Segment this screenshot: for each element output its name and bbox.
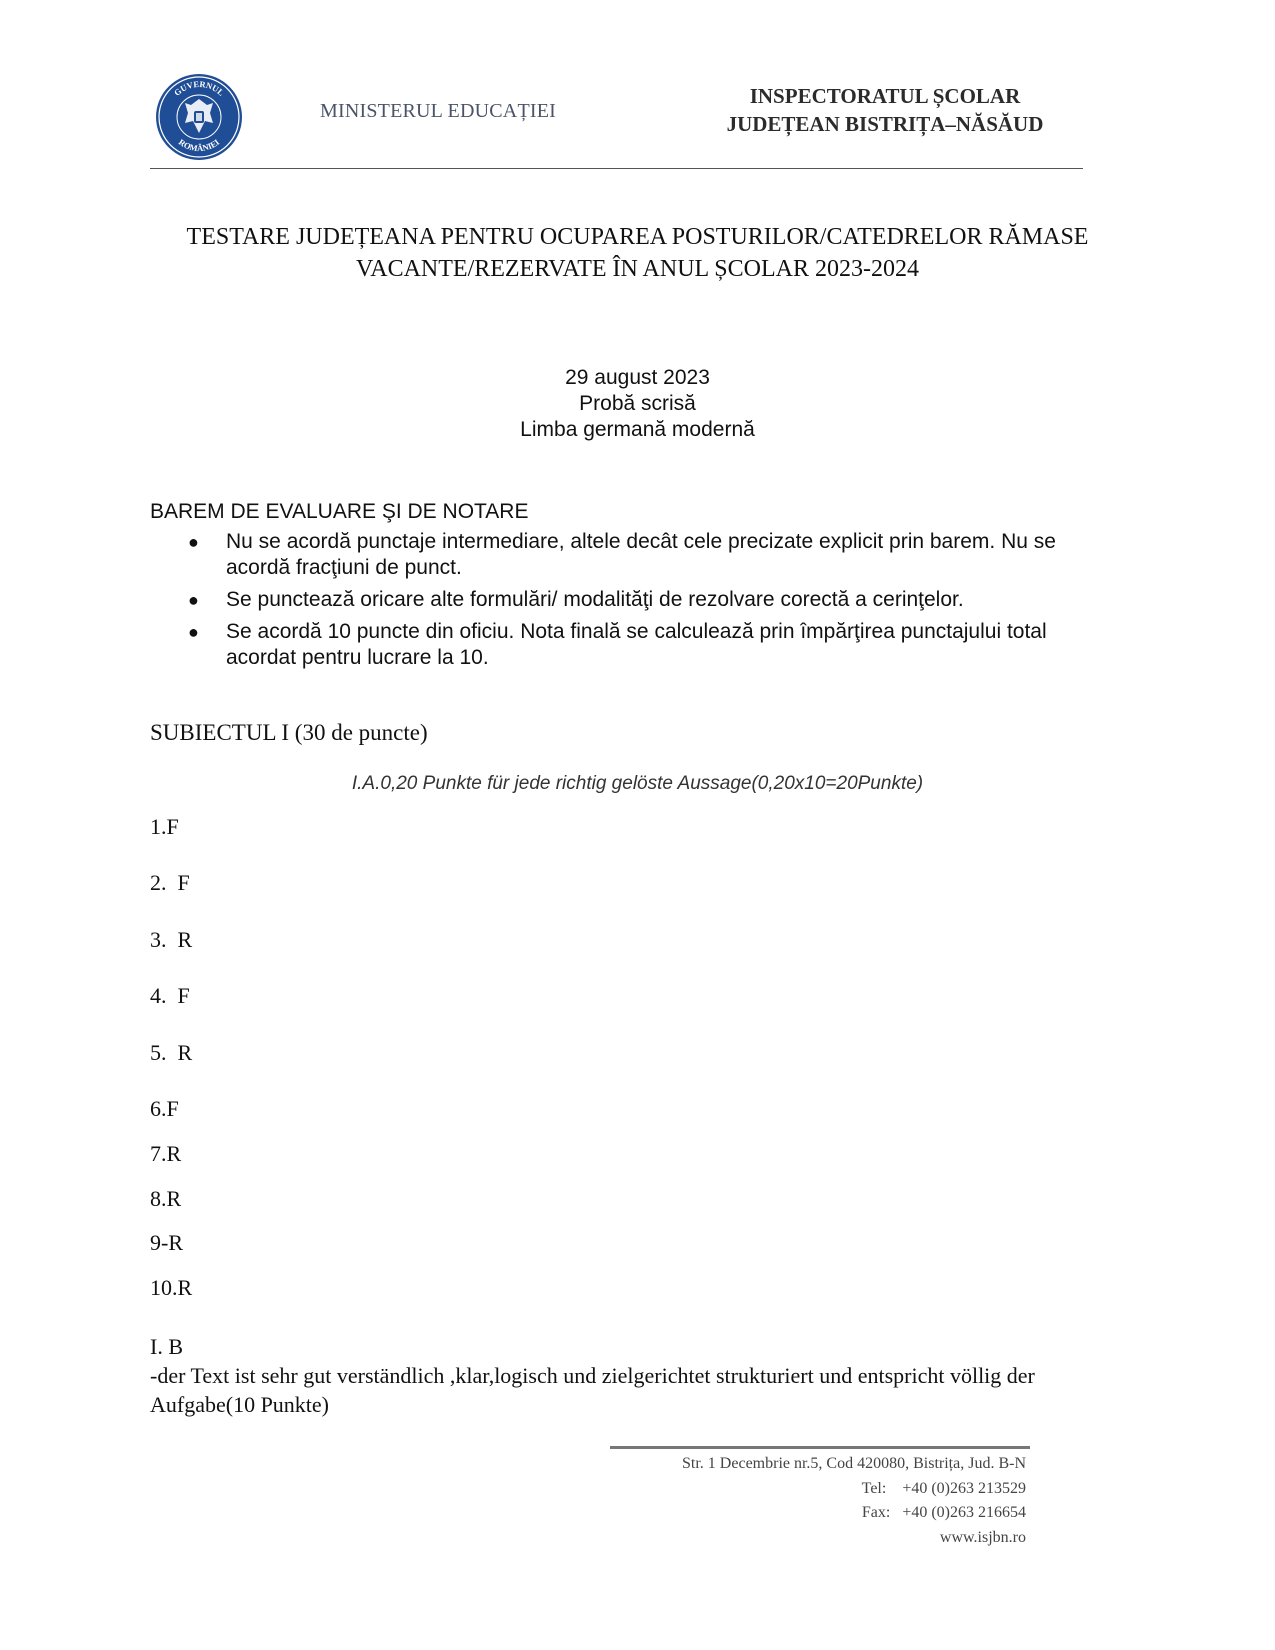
bullet-icon: ● xyxy=(188,532,199,552)
answer-item: 5. R xyxy=(150,1040,193,1065)
header-divider xyxy=(150,168,1083,169)
exam-subject: Limba germană modernă xyxy=(520,418,755,441)
logo-text-top: GUVERNUL xyxy=(171,78,227,98)
document-title-line-1: TESTARE JUDEȚEANA PENTRU OCUPAREA POSTURILOR/CATEDRELOR RĂMASE xyxy=(186,224,1089,250)
section-ib-text: -der Text ist sehr gut verständlich ,klar,logisch und zielgerichtet strukturiert und entspricht völlig der Aufgabe(10 Punkte) xyxy=(150,1363,1035,1417)
bullet-icon: ● xyxy=(188,622,199,642)
answer-item: 7.R xyxy=(150,1141,182,1166)
footer-fax: Fax: +40 (0)263 216654 xyxy=(861,1504,1026,1521)
list-item xyxy=(150,587,1110,613)
bullet-icon: ● xyxy=(188,590,199,610)
exam-date: 29 august 2023 xyxy=(565,366,710,389)
logo-text-bottom: ROMÂNIEI xyxy=(176,136,222,154)
barem-rule-text: Nu se acordă punctaje intermediare, altele decât cele precizate explicit prin barem. Nu se acordă fracţiuni de punct. xyxy=(226,530,1056,579)
answer-item: 4. F xyxy=(150,983,190,1008)
barem-rule-text: Se acordă 10 puncte din oficiu. Nota finală se calculează prin împărţirea punctajului total acordat pentru lucrare la 10. xyxy=(226,620,1047,669)
barem-rules-list xyxy=(150,529,1110,677)
document-title-line-2: VACANTE/REZERVATE ÎN ANUL ȘCOLAR 2023-2024 xyxy=(356,256,919,282)
exam-type: Probă scrisă xyxy=(579,392,696,415)
footer-address: Str. 1 Decembrie nr.5, Cod 420080, Bistrița, Jud. B-N xyxy=(682,1455,1026,1472)
list-item xyxy=(150,619,1110,671)
subject-1-heading: SUBIECTUL I (30 de puncte) xyxy=(150,720,428,745)
footer-website: www.isjbn.ro xyxy=(939,1529,1026,1546)
inspectorate-line-1: INSPECTORATUL ȘCOLAR xyxy=(749,84,1021,108)
section-ib-label: I. B xyxy=(150,1334,183,1359)
answer-item: 8.R xyxy=(150,1186,182,1211)
answer-item: 3. R xyxy=(150,927,193,952)
answer-item: 2. F xyxy=(150,870,190,895)
list-item xyxy=(150,529,1110,581)
footer-divider xyxy=(610,1446,1030,1449)
coat-of-arms-icon xyxy=(155,73,243,161)
government-logo xyxy=(155,73,243,161)
subject-1-instruction: I.A.0,20 Punkte für jede richtig gelöste Aussage(0,20x10=20Punkte) xyxy=(351,773,924,794)
footer-phone: Tel: +40 (0)263 213529 xyxy=(861,1480,1026,1497)
inspectorate-line-2: JUDEȚEAN BISTRIȚA–NĂSĂUD xyxy=(726,112,1044,136)
answer-item: 6.F xyxy=(150,1096,179,1121)
answer-item: 9-R xyxy=(150,1230,183,1255)
answer-item: 10.R xyxy=(150,1275,193,1300)
barem-heading: BAREM DE EVALUARE ŞI DE NOTARE xyxy=(150,500,529,523)
barem-rule-text: Se punctează oricare alte formulări/ modalităţi de rezolvare corectă a cerinţelor. xyxy=(226,588,964,611)
ministry-name: MINISTERUL EDUCAȚIEI xyxy=(320,100,557,122)
answer-item: 1.F xyxy=(150,814,179,839)
